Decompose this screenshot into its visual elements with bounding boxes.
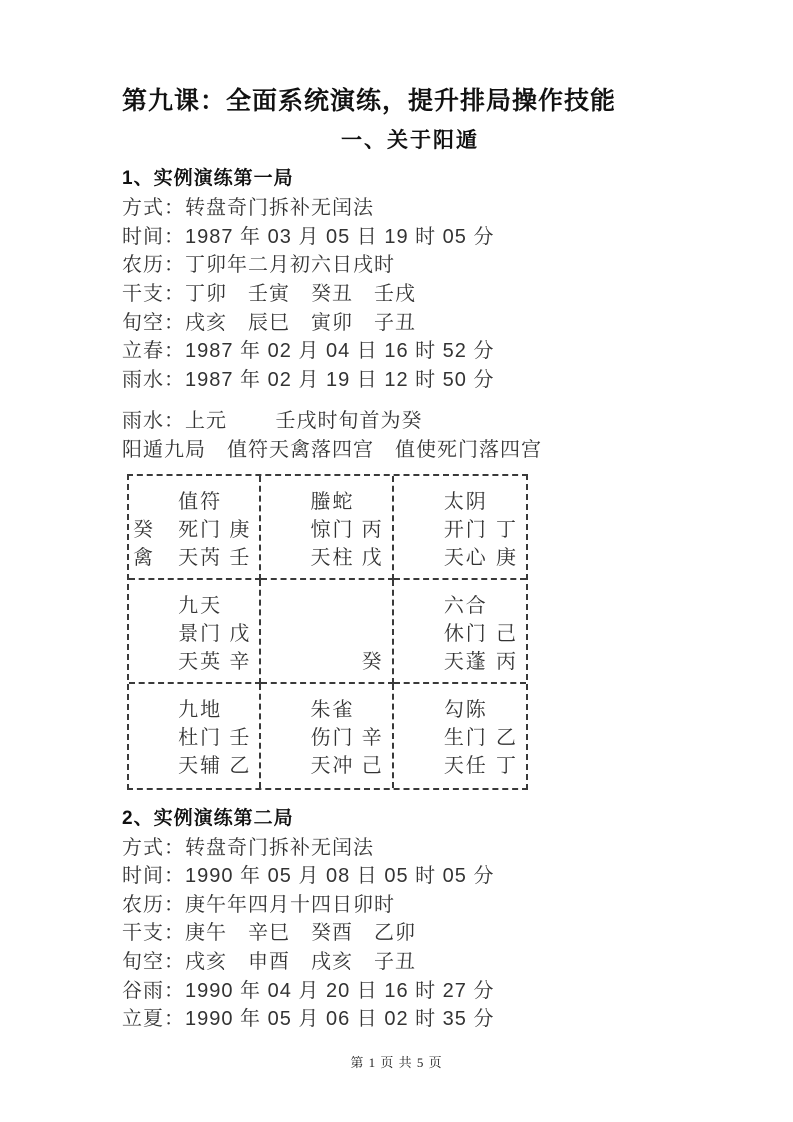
page-title: 第九课：全面系统演练，提升排局操作技能 xyxy=(122,87,617,115)
section1-info xyxy=(122,194,698,394)
info-line: 立春：1987 年 02 月 04 日 16 时 52 分 xyxy=(122,340,495,363)
palace-star: 天柱 xyxy=(310,546,355,569)
palace-god: 九地 xyxy=(178,698,223,721)
palace-cell-center xyxy=(261,580,393,684)
qimen-palace-grid xyxy=(127,474,528,790)
section1-summary xyxy=(122,407,698,464)
palace-star-stem: 丁 xyxy=(495,754,518,777)
info-line: 时间：1987 年 03 月 05 日 19 时 05 分 xyxy=(122,225,495,248)
palace-door: 惊门 xyxy=(310,518,355,541)
palace-door-stem: 丙 xyxy=(361,518,384,541)
palace-star-stem: 癸 xyxy=(361,650,384,673)
info-line: 谷雨：1990 年 04 月 20 日 16 时 27 分 xyxy=(122,979,495,1002)
palace-cell xyxy=(129,684,261,788)
palace-star: 天英 xyxy=(178,650,223,673)
palace-door: 死门 xyxy=(178,518,223,541)
palace-star-stem: 己 xyxy=(361,754,384,777)
palace-door-stem: 壬 xyxy=(229,726,252,749)
palace-door: 休门 xyxy=(443,622,488,645)
summary-line: 雨水：上元 壬戌时旬首为癸 xyxy=(122,410,423,433)
palace-god: 九天 xyxy=(178,594,223,617)
palace-star: 天辅 xyxy=(178,754,223,777)
info-line: 干支：丁卯 壬寅 癸丑 壬戌 xyxy=(122,283,416,306)
info-line: 农历：庚午年四月十四日卯时 xyxy=(122,893,395,916)
palace-god: 六合 xyxy=(443,594,488,617)
palace-god: 太阴 xyxy=(443,490,488,513)
info-line: 干支：庚午 辛巳 癸酉 乙卯 xyxy=(122,922,416,945)
page-subtitle: 一、关于阳遁 xyxy=(341,129,479,153)
palace-cell xyxy=(129,580,261,684)
palace-cell xyxy=(394,580,526,684)
palace-door-stem: 丁 xyxy=(495,518,518,541)
palace-star-stem: 戊 xyxy=(361,546,384,569)
palace-door: 伤门 xyxy=(310,726,355,749)
palace-door: 景门 xyxy=(178,622,223,645)
palace-door-stem: 己 xyxy=(495,622,518,645)
palace-door-stem: 乙 xyxy=(495,726,518,749)
palace-god: 值符 xyxy=(178,490,223,513)
palace-star-stem: 辛 xyxy=(229,650,252,673)
section2-heading: 2、实例演练第二局 xyxy=(122,807,294,829)
palace-cell xyxy=(261,684,393,788)
palace-star-stem: 庚 xyxy=(495,546,518,569)
summary-line: 阳遁九局 值符天禽落四宫 值使死门落四宫 xyxy=(122,439,542,461)
palace-door-stem: 辛 xyxy=(361,726,384,749)
palace-door: 杜门 xyxy=(178,726,223,749)
palace-star: 天心 xyxy=(443,546,488,569)
info-line: 立夏：1990 年 05 月 06 日 02 时 35 分 xyxy=(122,1008,495,1031)
page-number-footer: 第 1 页 共 5 页 xyxy=(350,1055,443,1070)
info-line: 方式：转盘奇门拆补无闰法 xyxy=(122,836,374,859)
palace-cell xyxy=(394,476,526,580)
palace-star: 天冲 xyxy=(310,754,355,777)
palace-cell xyxy=(129,476,261,580)
info-line: 旬空：戌亥 申酉 戌亥 子丑 xyxy=(122,950,416,973)
palace-god: 朱雀 xyxy=(310,698,355,721)
palace-door: 开门 xyxy=(443,518,488,541)
palace-god xyxy=(298,592,366,620)
palace-god: 螣蛇 xyxy=(310,490,355,513)
palace-door: 生门 xyxy=(443,726,488,749)
palace-door-stem: 庚 xyxy=(229,518,252,541)
palace-god: 勾陈 xyxy=(443,698,488,721)
palace-star: 天任 xyxy=(443,754,488,777)
info-line: 雨水：1987 年 02 月 19 日 12 时 50 分 xyxy=(122,368,495,391)
palace-left-marker: 癸 xyxy=(133,518,155,541)
info-line: 方式：转盘奇门拆补无闰法 xyxy=(122,197,374,220)
info-line: 时间：1990 年 05 月 08 日 05 时 05 分 xyxy=(122,865,495,888)
palace-star-stem: 乙 xyxy=(229,754,252,777)
palace-star xyxy=(298,648,366,676)
palace-door-stem: 戊 xyxy=(229,622,252,645)
info-line: 农历：丁卯年二月初六日戌时 xyxy=(122,254,395,277)
section1-heading: 1、实例演练第一局 xyxy=(122,168,294,190)
palace-left-marker: 禽 xyxy=(133,546,155,569)
palace-cell xyxy=(261,476,393,580)
palace-star-stem: 壬 xyxy=(229,546,252,569)
palace-star: 天蓬 xyxy=(443,650,488,673)
palace-door xyxy=(298,620,366,648)
palace-cell xyxy=(394,684,526,788)
palace-star-stem: 丙 xyxy=(495,650,518,673)
palace-star: 天芮 xyxy=(178,546,223,569)
section2-info xyxy=(122,834,698,1034)
info-line: 旬空：戌亥 辰巳 寅卯 子丑 xyxy=(122,311,416,334)
